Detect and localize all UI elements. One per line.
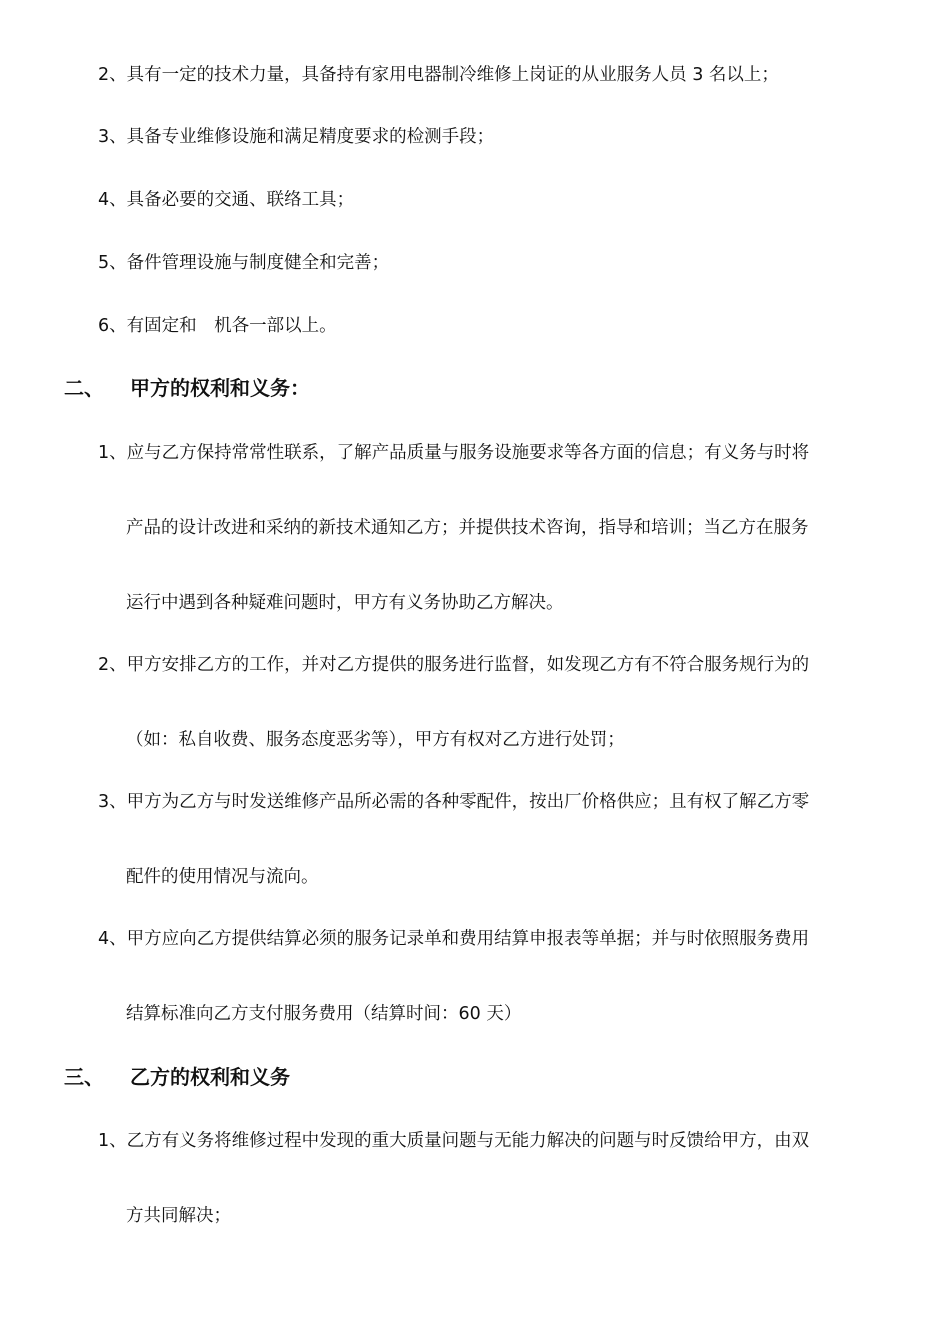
section2-item-3: 3、甲方为乙方与时发送维修产品所必需的各种零配件，按出厂价格供应；且有权了解乙方零 bbox=[98, 792, 810, 812]
section3-item-1-cont-1: 方共同解决； bbox=[126, 1206, 231, 1226]
section2-item-1-cont-1: 产品的设计改进和采纳的新技术通知乙方；并提供技术咨询，指导和培训；当乙方在服务 bbox=[126, 518, 809, 538]
section2-item-1-cont-2: 运行中遇到各种疑难问题时，甲方有义务协助乙方解决。 bbox=[126, 593, 564, 613]
section2-heading bbox=[64, 375, 310, 401]
section3-number: 三、 bbox=[64, 1065, 104, 1089]
section3-item-1: 1、乙方有义务将维修过程中发现的重大质量问题与无能力解决的问题与时反馈给甲方，由双 bbox=[98, 1131, 810, 1151]
section2-title: 甲方的权利和义务： bbox=[130, 376, 310, 400]
section1-item-5: 5、备件管理设施与制度健全和完善； bbox=[98, 253, 390, 273]
section2-item-4-cont-1: 结算标准向乙方支付服务费用（结算时间：60 天） bbox=[126, 1004, 522, 1024]
section2-item-1: 1、应与乙方保持常常性联系，了解产品质量与服务设施要求等各方面的信息；有义务与时将 bbox=[98, 443, 810, 463]
section2-item-4: 4、甲方应向乙方提供结算必须的服务记录单和费用结算申报表等单据；并与时依照服务费用 bbox=[98, 929, 810, 949]
section2-item-2: 2、甲方安排乙方的工作，并对乙方提供的服务进行监督，如发现乙方有不符合服务规行为的 bbox=[98, 655, 810, 675]
section3-heading bbox=[64, 1064, 290, 1090]
section3-title: 乙方的权利和义务 bbox=[130, 1065, 290, 1089]
section1-item-4: 4、具备必要的交通、联络工具； bbox=[98, 190, 355, 210]
section1-item-3: 3、具备专业维修设施和满足精度要求的检测手段； bbox=[98, 127, 495, 147]
section2-number: 二、 bbox=[64, 376, 104, 400]
section2-item-3-cont-1: 配件的使用情况与流向。 bbox=[126, 867, 319, 887]
section1-item-6: 6、有固定和 机各一部以上。 bbox=[98, 316, 337, 336]
section1-item-2: 2、具有一定的技术力量，具备持有家用电器制冷维修上岗证的从业服务人员 3 名以上； bbox=[98, 65, 779, 85]
section2-item-2-cont-1: （如：私自收费、服务态度恶劣等），甲方有权对乙方进行处罚； bbox=[126, 730, 625, 750]
